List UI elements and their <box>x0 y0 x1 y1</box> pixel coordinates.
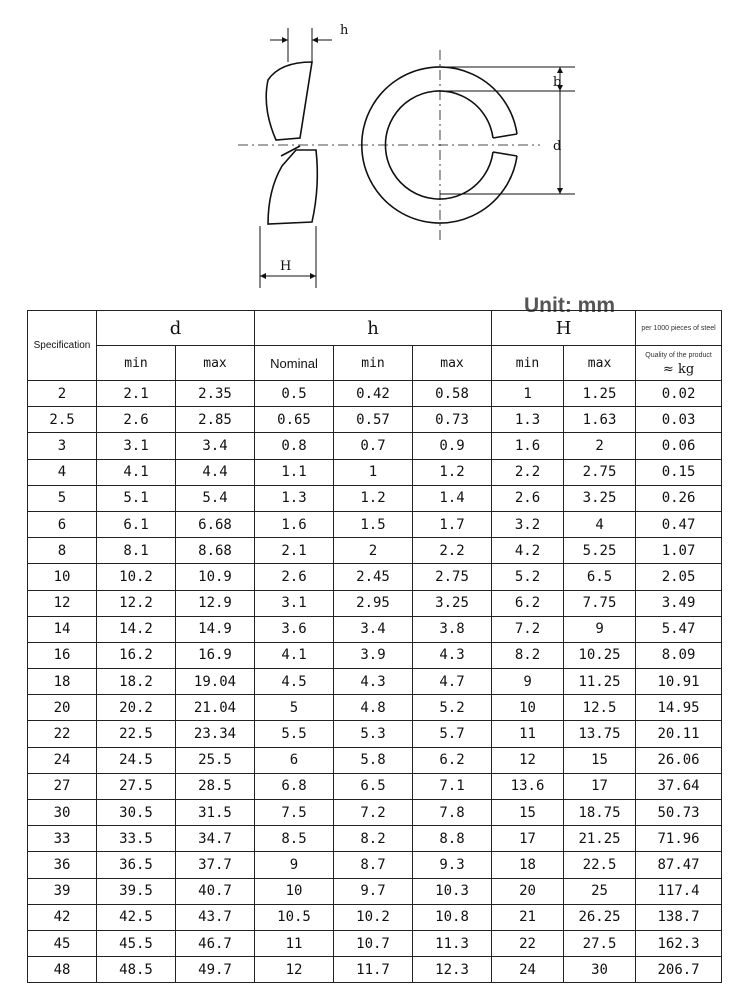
table-cell: 5.1 <box>97 485 176 511</box>
table-cell: 9 <box>255 852 334 878</box>
table-cell: 2 <box>564 433 636 459</box>
table-cell: 2.6 <box>255 564 334 590</box>
table-cell: 2.6 <box>97 407 176 433</box>
table-cell: 14 <box>28 616 97 642</box>
table-cell: 0.73 <box>413 407 492 433</box>
table-row <box>28 826 722 852</box>
table-cell: 2.85 <box>176 407 255 433</box>
table-cell: 11.25 <box>564 669 636 695</box>
header-h: h <box>255 311 492 346</box>
table-cell: 0.15 <box>636 459 722 485</box>
table-cell: 2.1 <box>97 381 176 407</box>
table-cell: 3 <box>28 433 97 459</box>
table-cell: 2.2 <box>413 538 492 564</box>
table-cell: 4.3 <box>413 642 492 668</box>
table-cell: 6.2 <box>492 590 564 616</box>
table-cell: 2.95 <box>334 590 413 616</box>
table-body <box>28 381 722 983</box>
unit-label: Unit: mm <box>524 294 615 317</box>
table-cell: 11.3 <box>413 930 492 956</box>
header-weight <box>636 346 722 381</box>
table-cell: 1.6 <box>255 511 334 537</box>
table-cell: 162.3 <box>636 930 722 956</box>
table-cell: 0.8 <box>255 433 334 459</box>
table-cell: 14.95 <box>636 695 722 721</box>
header-d-max: max <box>176 346 255 381</box>
table-cell: 18.2 <box>97 669 176 695</box>
table-cell: 24.5 <box>97 747 176 773</box>
table-cell: 5.47 <box>636 616 722 642</box>
table-row <box>28 800 722 826</box>
table-cell: 8.2 <box>334 826 413 852</box>
table-cell: 4.4 <box>176 459 255 485</box>
table-cell: 4.3 <box>334 669 413 695</box>
table-cell: 0.42 <box>334 381 413 407</box>
table-cell: 20 <box>28 695 97 721</box>
table-cell: 12.2 <box>97 590 176 616</box>
header-H-max: max <box>564 346 636 381</box>
table-cell: 0.03 <box>636 407 722 433</box>
table-cell: 4 <box>564 511 636 537</box>
header-h-max: max <box>413 346 492 381</box>
table-cell: 0.02 <box>636 381 722 407</box>
table-cell: 10 <box>28 564 97 590</box>
table-cell: 4.2 <box>492 538 564 564</box>
table-cell: 6 <box>255 747 334 773</box>
header-weight-quality: Quality of the product <box>645 352 712 359</box>
table-cell: 25 <box>564 878 636 904</box>
table-cell: 20.11 <box>636 721 722 747</box>
side-view-lower <box>268 150 317 224</box>
table-cell: 5.2 <box>492 564 564 590</box>
table-cell: 10.5 <box>255 904 334 930</box>
table-cell: 15 <box>564 747 636 773</box>
table-cell: 11 <box>255 930 334 956</box>
table-cell: 8 <box>28 538 97 564</box>
header-H: H <box>492 311 636 346</box>
table-cell: 14.9 <box>176 616 255 642</box>
table-row <box>28 669 722 695</box>
table-cell: 9 <box>492 669 564 695</box>
table-cell: 1.2 <box>413 459 492 485</box>
table-cell: 37.64 <box>636 773 722 799</box>
table-cell: 10.9 <box>176 564 255 590</box>
table-row <box>28 930 722 956</box>
table-cell: 2.05 <box>636 564 722 590</box>
table-cell: 23.34 <box>176 721 255 747</box>
table-row <box>28 747 722 773</box>
table-cell: 87.47 <box>636 852 722 878</box>
table-cell: 7.2 <box>492 616 564 642</box>
table-cell: 3.8 <box>413 616 492 642</box>
header-specification: Specification <box>28 311 97 381</box>
table-cell: 6.5 <box>334 773 413 799</box>
table-cell: 33.5 <box>97 826 176 852</box>
table-cell: 2.75 <box>413 564 492 590</box>
header-weight-unit: ≈ kg <box>662 362 695 377</box>
table-cell: 12.3 <box>413 957 492 983</box>
table-cell: 3.9 <box>334 642 413 668</box>
table-cell: 49.7 <box>176 957 255 983</box>
table-cell: 10.7 <box>334 930 413 956</box>
table-cell: 14.2 <box>97 616 176 642</box>
table-cell: 20.2 <box>97 695 176 721</box>
table-cell: 0.58 <box>413 381 492 407</box>
table-cell: 17 <box>492 826 564 852</box>
table-cell: 0.65 <box>255 407 334 433</box>
table-cell: 24 <box>28 747 97 773</box>
table-cell: 43.7 <box>176 904 255 930</box>
table-cell: 31.5 <box>176 800 255 826</box>
table-cell: 10 <box>255 878 334 904</box>
table-cell: 10 <box>492 695 564 721</box>
table-cell: 13.6 <box>492 773 564 799</box>
table-cell: 2.45 <box>334 564 413 590</box>
table-cell: 1.5 <box>334 511 413 537</box>
table-row <box>28 695 722 721</box>
table-cell: 9 <box>564 616 636 642</box>
table-cell: 12 <box>28 590 97 616</box>
table-cell: 8.8 <box>413 826 492 852</box>
table-cell: 27 <box>28 773 97 799</box>
table-cell: 15 <box>492 800 564 826</box>
table-cell: 2.35 <box>176 381 255 407</box>
table-cell: 0.06 <box>636 433 722 459</box>
table-cell: 5.8 <box>334 747 413 773</box>
table-cell: 39.5 <box>97 878 176 904</box>
table-cell: 7.5 <box>255 800 334 826</box>
table-cell: 5.7 <box>413 721 492 747</box>
table-cell: 6.2 <box>413 747 492 773</box>
table-cell: 50.73 <box>636 800 722 826</box>
table-cell: 1.07 <box>636 538 722 564</box>
table-cell: 19.04 <box>176 669 255 695</box>
table-cell: 8.09 <box>636 642 722 668</box>
table-cell: 12.9 <box>176 590 255 616</box>
table-cell: 3.1 <box>97 433 176 459</box>
table-cell: 10.25 <box>564 642 636 668</box>
table-cell: 1.1 <box>255 459 334 485</box>
table-cell: 3.4 <box>334 616 413 642</box>
table-cell: 2.5 <box>28 407 97 433</box>
table-cell: 2.75 <box>564 459 636 485</box>
table-cell: 42.5 <box>97 904 176 930</box>
table-cell: 0.47 <box>636 511 722 537</box>
table-cell: 5.3 <box>334 721 413 747</box>
table-cell: 4.1 <box>97 459 176 485</box>
table-cell: 27.5 <box>564 930 636 956</box>
spec-table <box>27 310 722 983</box>
label-b: b <box>553 75 562 90</box>
table-cell: 11.7 <box>334 957 413 983</box>
table-cell: 22.5 <box>97 721 176 747</box>
table-cell: 18 <box>492 852 564 878</box>
table-cell: 30 <box>564 957 636 983</box>
table-cell: 46.7 <box>176 930 255 956</box>
table-row <box>28 538 722 564</box>
table-cell: 2 <box>334 538 413 564</box>
table-cell: 22 <box>492 930 564 956</box>
header-d: d <box>97 311 255 346</box>
table-cell: 4.8 <box>334 695 413 721</box>
table-cell: 117.4 <box>636 878 722 904</box>
table-row <box>28 511 722 537</box>
table-cell: 7.1 <box>413 773 492 799</box>
table-row <box>28 904 722 930</box>
table-cell: 206.7 <box>636 957 722 983</box>
table-cell: 11 <box>492 721 564 747</box>
table-cell: 5 <box>28 485 97 511</box>
table-cell: 8.2 <box>492 642 564 668</box>
table-cell: 34.7 <box>176 826 255 852</box>
table-cell: 16 <box>28 642 97 668</box>
table-cell: 48 <box>28 957 97 983</box>
table-cell: 5.2 <box>413 695 492 721</box>
label-d: d <box>553 139 562 154</box>
table-cell: 7.2 <box>334 800 413 826</box>
table-cell: 8.5 <box>255 826 334 852</box>
table-cell: 4 <box>28 459 97 485</box>
table-row <box>28 564 722 590</box>
table-cell: 21.25 <box>564 826 636 852</box>
table-cell: 138.7 <box>636 904 722 930</box>
table-cell: 6.1 <box>97 511 176 537</box>
table-cell: 4.5 <box>255 669 334 695</box>
table-cell: 40.7 <box>176 878 255 904</box>
table-row <box>28 485 722 511</box>
table-cell: 36.5 <box>97 852 176 878</box>
table-row <box>28 433 722 459</box>
table-cell: 45.5 <box>97 930 176 956</box>
table-cell: 18 <box>28 669 97 695</box>
label-h: h <box>340 23 349 38</box>
table-cell: 5.5 <box>255 721 334 747</box>
table-cell: 10.91 <box>636 669 722 695</box>
table-cell: 17 <box>564 773 636 799</box>
table-cell: 3.4 <box>176 433 255 459</box>
label-H: H <box>280 259 292 274</box>
table-cell: 12 <box>492 747 564 773</box>
table-row <box>28 721 722 747</box>
table-cell: 3.1 <box>255 590 334 616</box>
table-cell: 10.3 <box>413 878 492 904</box>
table-cell: 36 <box>28 852 97 878</box>
table-cell: 37.7 <box>176 852 255 878</box>
table-cell: 27.5 <box>97 773 176 799</box>
table-row <box>28 459 722 485</box>
header-d-min: min <box>97 346 176 381</box>
table-cell: 1 <box>334 459 413 485</box>
table-cell: 18.75 <box>564 800 636 826</box>
table-cell: 21.04 <box>176 695 255 721</box>
table-cell: 4.7 <box>413 669 492 695</box>
table-cell: 8.68 <box>176 538 255 564</box>
table-cell: 33 <box>28 826 97 852</box>
table-cell: 10.2 <box>97 564 176 590</box>
side-view-upper <box>266 62 312 140</box>
spring-washer-drawing <box>0 0 750 300</box>
table-row <box>28 878 722 904</box>
table-cell: 30.5 <box>97 800 176 826</box>
table-cell: 71.96 <box>636 826 722 852</box>
table-cell: 5.25 <box>564 538 636 564</box>
table-cell: 1.7 <box>413 511 492 537</box>
table-cell: 26.06 <box>636 747 722 773</box>
table-cell: 48.5 <box>97 957 176 983</box>
table-cell: 0.5 <box>255 381 334 407</box>
table-cell: 1.2 <box>334 485 413 511</box>
table-cell: 0.9 <box>413 433 492 459</box>
table-cell: 45 <box>28 930 97 956</box>
table-cell: 3.6 <box>255 616 334 642</box>
table-cell: 10.8 <box>413 904 492 930</box>
table-cell: 1.6 <box>492 433 564 459</box>
table-cell: 3.49 <box>636 590 722 616</box>
table-row <box>28 773 722 799</box>
table-cell: 1 <box>492 381 564 407</box>
table-cell: 0.26 <box>636 485 722 511</box>
table-cell: 1.3 <box>255 485 334 511</box>
table-cell: 16.2 <box>97 642 176 668</box>
table-cell: 20 <box>492 878 564 904</box>
table-cell: 26.25 <box>564 904 636 930</box>
table-cell: 1.4 <box>413 485 492 511</box>
table-row <box>28 616 722 642</box>
table-cell: 0.7 <box>334 433 413 459</box>
table-cell: 8.7 <box>334 852 413 878</box>
table-cell: 12 <box>255 957 334 983</box>
table-cell: 7.8 <box>413 800 492 826</box>
table-cell: 2 <box>28 381 97 407</box>
table-row <box>28 852 722 878</box>
table-cell: 2.6 <box>492 485 564 511</box>
table-cell: 25.5 <box>176 747 255 773</box>
header-h-nominal: Nominal <box>255 346 334 381</box>
table-cell: 22 <box>28 721 97 747</box>
table-cell: 9.7 <box>334 878 413 904</box>
table-cell: 3.25 <box>564 485 636 511</box>
table-cell: 6.5 <box>564 564 636 590</box>
table-row <box>28 407 722 433</box>
header-weight-note: per 1000 pieces of steel <box>636 311 722 346</box>
table-cell: 1.63 <box>564 407 636 433</box>
header-H-min: min <box>492 346 564 381</box>
table-row <box>28 381 722 407</box>
table-cell: 24 <box>492 957 564 983</box>
table-cell: 16.9 <box>176 642 255 668</box>
table-row <box>28 957 722 983</box>
table-cell: 8.1 <box>97 538 176 564</box>
table-cell: 5.4 <box>176 485 255 511</box>
table-cell: 6.8 <box>255 773 334 799</box>
table-cell: 3.25 <box>413 590 492 616</box>
table-cell: 21 <box>492 904 564 930</box>
table-cell: 13.75 <box>564 721 636 747</box>
table-cell: 1.25 <box>564 381 636 407</box>
table-cell: 6 <box>28 511 97 537</box>
table-cell: 0.57 <box>334 407 413 433</box>
table-cell: 42 <box>28 904 97 930</box>
table-cell: 12.5 <box>564 695 636 721</box>
table-row <box>28 590 722 616</box>
table-cell: 28.5 <box>176 773 255 799</box>
table-cell: 4.1 <box>255 642 334 668</box>
table-cell: 9.3 <box>413 852 492 878</box>
table-cell: 6.68 <box>176 511 255 537</box>
table-cell: 5 <box>255 695 334 721</box>
table-cell: 10.2 <box>334 904 413 930</box>
table-cell: 39 <box>28 878 97 904</box>
table-cell: 2.1 <box>255 538 334 564</box>
table-cell: 22.5 <box>564 852 636 878</box>
table-cell: 7.75 <box>564 590 636 616</box>
table-cell: 30 <box>28 800 97 826</box>
table-cell: 2.2 <box>492 459 564 485</box>
table-cell: 1.3 <box>492 407 564 433</box>
header-h-min: min <box>334 346 413 381</box>
table-cell: 3.2 <box>492 511 564 537</box>
table-row <box>28 642 722 668</box>
